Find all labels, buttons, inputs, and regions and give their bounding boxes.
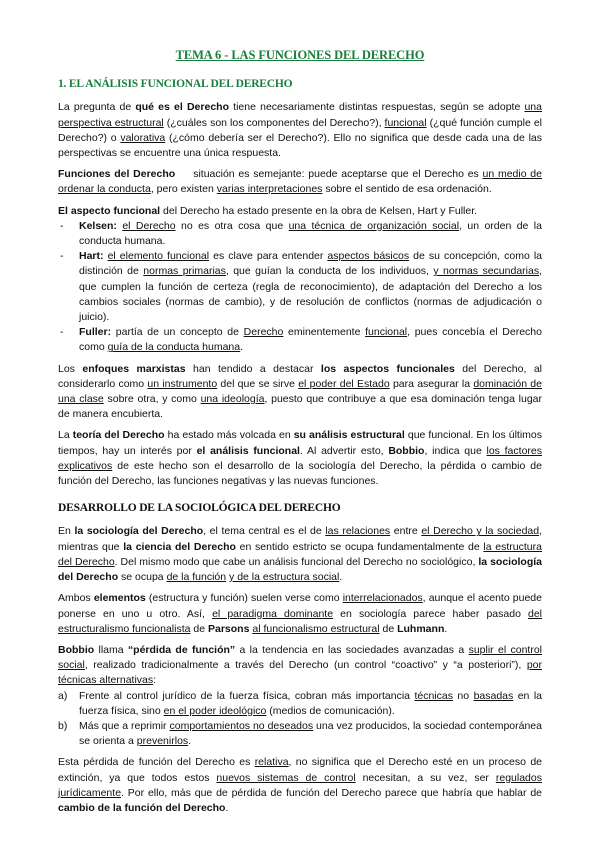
paragraph-teoria-del-derecho: La teoría del Derecho ha estado más volcada en su análisis estructural que funcional. En los últimos tiempos, hay un interés por el análisis funcional. Al advertir esto, Bobbio, indica que los factores explicativos de este hecho son el desarrollo de la sociología del Derecho, la pérdida o cambio de función del Derecho, las funciones negativas y las nuevas funciones. — [58, 429, 542, 488]
paragraph-perdida-relativa: Esta pérdida de función del Derecho es relativa, no significa que el Derecho esté en un proceso de extinción, ya que todos estos nuevos sistemas de control necesitan, a su vez, ser regulados jurídicamente. Por ello, más que de pérdida de función del Derecho parece que habría que hablar de cambio de la función del Derecho. — [58, 756, 542, 814]
paragraph-pregunta: La pregunta de qué es el Derecho tiene necesariamente distintas respuestas, según se adopte una perspectiva estructural (¿cuáles son los componentes del Derecho?), funcional (¿qué función cumple el Derecho?) o valorativa (¿cómo debería ser el Derecho?). Ello no significa que desde cada una de las perspectivas se encuentre una única respuesta. — [58, 101, 542, 160]
list-item-fuller: - Fuller: partía de un concepto de Derecho eminentemente funcional, pues concebía el Derecho como guía de la conducta humana. — [58, 325, 542, 355]
list-item-hart: - Hart: el elemento funcional es clave para entender aspectos básicos de su concepción, como la distinción de normas primarias, que guían la conducta de los individuos, y normas secundarias, que cumplen la función de certeza (regla de reconocimiento), de adaptación del Derecho a los cambios sociales (normas de cambio), y de resolución de conflictos (normas de adjudicación o juicio). — [58, 249, 542, 325]
list-item-kelsen: - Kelsen: el Derecho no es otra cosa que una técnica de organización social, un orden de la conducta humana. — [58, 219, 542, 249]
authors-list — [58, 219, 542, 356]
alternative-techniques-list — [58, 689, 542, 750]
paragraph-funciones-del-derecho: Funciones del Derecho situación es semejante: puede aceptarse que el Derecho es un medio de ordenar la conducta, pero existen varias interpretaciones sobre el sentido de esa ordenación. — [58, 168, 542, 196]
paragraph-enfoques-marxistas: Los enfoques marxistas han tendido a destacar los aspectos funcionales del Derecho, al considerarlo como un instrumento del que se sirve el poder del Estado para asegurar la dominación de una clase sobre otra, y como una ideología, puesto que contribuye a que esa dominación tenga lugar de manera encubierta. — [58, 362, 543, 421]
paragraph-sociologia-del-derecho: En la sociología del Derecho, el tema central es el de las relaciones entre el Derecho y la sociedad, mientras que la ciencia del Derecho en sentido estricto se ocupa fundamentalmente de la estructura del Derecho. Del mismo modo que cabe un análisis funcional del Derecho no sociológico, la sociología del Derecho se ocupa de la función y de la estructura social. — [58, 525, 543, 584]
section-heading-sociologia: DESARROLLO DE LA SOCIOLÓGICA DEL DERECHO — [58, 502, 341, 515]
list-item-b: b) Más que a reprimir comportamientos no deseados una vez producidos, la sociedad contemporánea se orienta a prevenirlos. — [58, 719, 542, 748]
paragraph-elementos: Ambos elementos (estructura y función) suelen verse como interrelacionados, aunque el acento puede ponerse en uno u otro. Así, el paradigma dominante en sociología parece haber pasado del estructuralismo funcionalista de Parsons al funcionalismo estructural de Luhmann. — [58, 592, 543, 635]
paragraph-aspecto-funcional: El aspecto funcional del Derecho ha estado presente en la obra de Kelsen, Hart y Fuller. — [58, 204, 478, 217]
list-item-a: a) Frente al control jurídico de la fuerza física, cobran más importancia técnicas no basadas en la fuerza física, sino en el poder ideológico (medios de comunicación). — [58, 689, 543, 717]
paragraph-bobbio-perdida: Bobbio llama “pérdida de función” a la tendencia en las sociedades avanzadas a suplir el control social, realizado tradicionalmente a través del Derecho (un control “coactivo” y “a posteriori”), por técnicas alternativas: — [58, 643, 543, 687]
section-heading-analisis-funcional: 1. EL ANÁLISIS FUNCIONAL DEL DERECHO — [58, 78, 293, 91]
document-title: TEMA 6 - LAS FUNCIONES DEL DERECHO — [175, 48, 425, 62]
